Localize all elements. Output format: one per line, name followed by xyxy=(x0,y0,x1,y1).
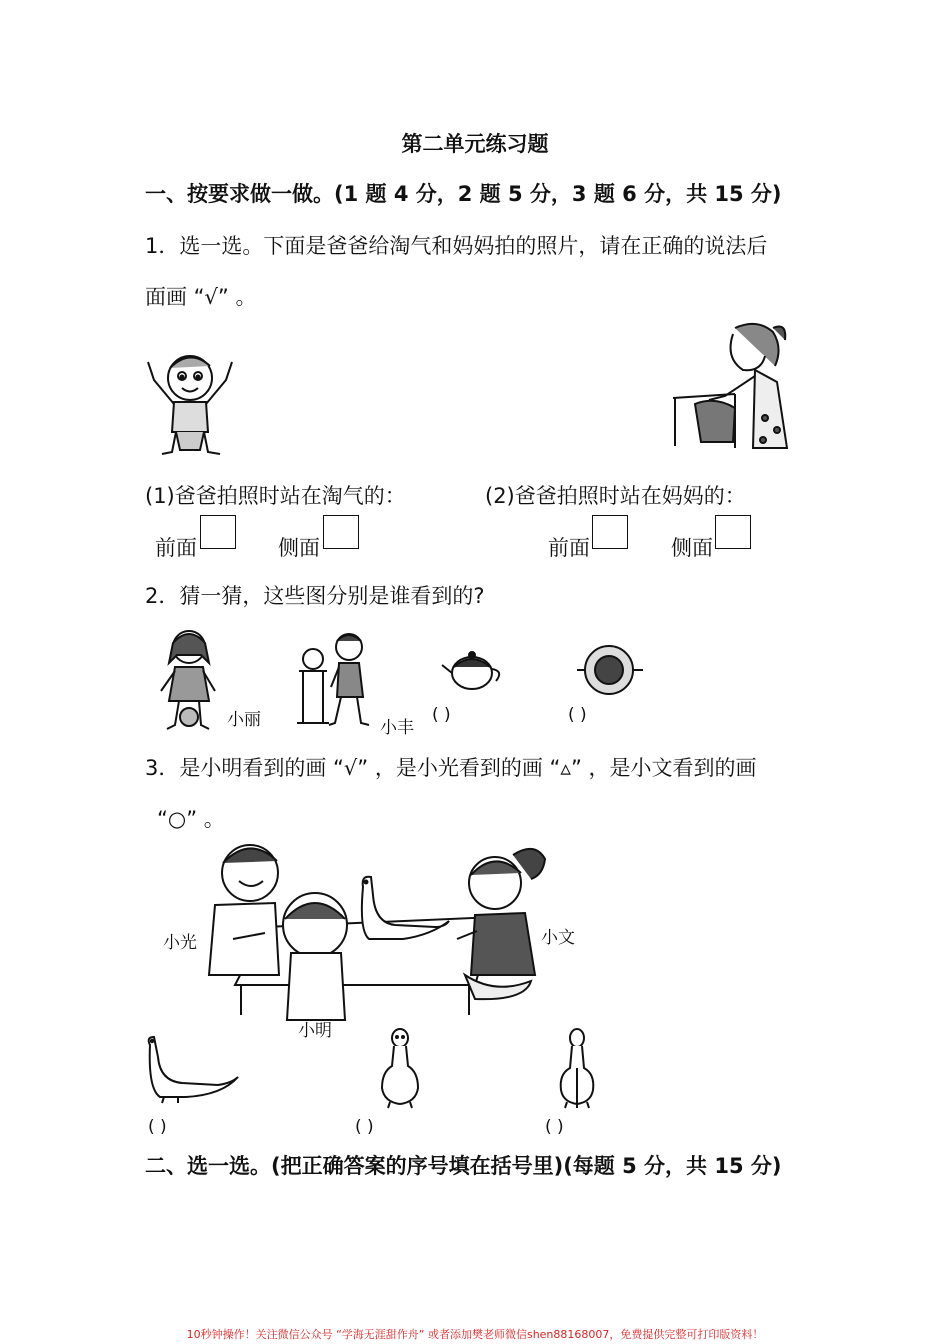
q1-sub2-side-answer-box[interactable] xyxy=(715,515,751,549)
q1-sub1-front-answer-box[interactable] xyxy=(200,515,236,549)
q2-answer-paren-2[interactable]: ( ) xyxy=(568,705,587,725)
dinosaur-back-view-icon xyxy=(555,1028,599,1108)
boy-taoqi-illustration xyxy=(140,340,240,460)
girl-xiaoli-illustration xyxy=(155,625,225,735)
q2-text: 2．猜一猜，这些图分别是谁看到的? xyxy=(145,584,485,608)
q1-sub1-side-label: 侧面 xyxy=(278,536,320,560)
page-title: 第二单元练习题 xyxy=(401,132,549,156)
dinosaur-front-view-icon xyxy=(378,1028,422,1108)
mother-illustration xyxy=(695,318,795,453)
q3-answer-paren-2[interactable]: ( ) xyxy=(355,1117,374,1137)
teapot-side-view-icon xyxy=(440,645,506,695)
name-xiaoguang: 小光 xyxy=(163,933,197,953)
section-1-heading: 一、按要求做一做。(1 题 4 分，2 题 5 分，3 题 6 分，共 15 分) xyxy=(145,182,782,206)
name-xiaoli: 小丽 xyxy=(227,710,261,730)
q1-text-line2: 面画 “√” 。 xyxy=(145,285,257,309)
q3-answer-paren-1[interactable]: ( ) xyxy=(148,1117,167,1137)
q3-answer-paren-3[interactable]: ( ) xyxy=(545,1117,564,1137)
dinosaur-side-view-icon xyxy=(142,1035,240,1105)
q1-sub2-side-label: 侧面 xyxy=(671,536,713,560)
q1-sub1-side-answer-box[interactable] xyxy=(323,515,359,549)
q1-text-line1: 1．选一选。下面是爸爸给淘气和妈妈拍的照片，请在正确的说法后 xyxy=(145,234,768,258)
q1-sub1: (1)爸爸拍照时站在淘气的： xyxy=(145,484,406,508)
q3-text-line1: 3．是小明看到的画 “√” ，是小光看到的画 “▵” ，是小文看到的画 xyxy=(145,756,757,780)
q1-sub1-front-label: 前面 xyxy=(155,536,197,560)
name-xiaowen: 小文 xyxy=(541,928,575,948)
name-xiaoming: 小明 xyxy=(298,1021,332,1041)
footer-promo-text: 10秒钟操作！关注微信公众号 “学海无涯甜作舟” 或者添加樊老师微信shen88168007，免费提供完整可打印版资料！ xyxy=(186,1328,764,1341)
teapot-top-view-icon xyxy=(575,642,645,698)
teapot-stand-and-xiaofeng-illustration xyxy=(295,625,385,735)
name-xiaofeng: 小丰 xyxy=(380,718,414,738)
q3-text-line2: “○” 。 xyxy=(157,807,225,831)
q1-sub2-front-answer-box[interactable] xyxy=(592,515,628,549)
q2-answer-paren-1[interactable]: ( ) xyxy=(432,705,451,725)
q1-sub2-front-label: 前面 xyxy=(548,536,590,560)
q1-sub2: (2)爸爸拍照时站在妈妈的： xyxy=(485,484,746,508)
section-2-heading: 二、选一选。(把正确答案的序号填在括号里)(每题 5 分，共 15 分) xyxy=(145,1154,782,1178)
children-dinosaur-table-scene xyxy=(195,835,565,1020)
